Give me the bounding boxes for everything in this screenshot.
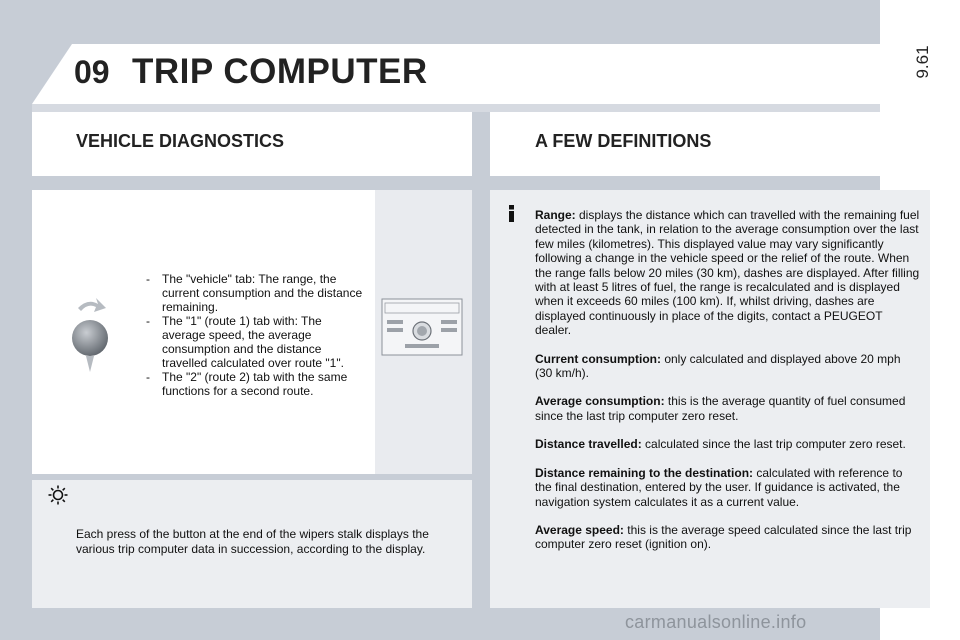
header-band [32,104,880,112]
chapter-number: 09 [74,54,110,90]
page-number: 9.61 [913,45,932,79]
definitions-heading: A FEW DEFINITIONS [535,131,712,151]
chapter-title: TRIP COMPUTER [132,52,428,91]
stalk-button-note: Each press of the button at the end of the wipers stalk displays the various trip computer data in succession, according to the display. [76,527,429,556]
definition-distance-remaining: Distance remaining to the destination: calculated with reference to the final destination, entered by the user. If guidance is activated, the navigation system calculates it as a current value. [535,465,903,509]
rotary-knob-icon [64,294,116,374]
list-item: - The "vehicle" tab: The range, the current consumption and the distance remaining. [146,272,363,314]
definition-range: Range: displays the distance which can travelled with the remaining fuel detected in the tank, in relation to the average consumption over the last few miles (kilometres). This displayed value may vary significantly following a change in the vehicle speed or the relief of the route. When the range falls below 20 miles (30 km), dashes are displayed. After filling with at least 5 litres of fuel, the range is recalculated and is displayed when it exceeds 60 miles (100 km). If, whilst driving, dashes are displayed continuously in place of the digits, contact a PEUGEOT dealer. [535,208,920,338]
watermark: carmanualsonline.info [625,612,807,632]
info-icon [501,202,523,224]
display-tabs-list [146,272,368,398]
top-margin [0,0,880,44]
list-item: - The "1" (route 1) tab with: The average speed, the average consumption and the distance travelled calculated over route "1". [146,314,344,370]
header-corner-cut [32,44,72,104]
radio-unit-icon [381,298,463,356]
vehicle-diagnostics-heading: VEHICLE DIAGNOSTICS [76,131,285,151]
definition-current-consumption: Current consumption: only calculated and displayed above 20 mph (30 km/h). [535,351,901,381]
definition-average-consumption: Average consumption: this is the average quantity of fuel consumed since the last trip computer zero reset. [535,394,906,423]
sun-icon [48,485,68,505]
list-item: - The "2" (route 2) tab with the same functions for a second route. [146,370,348,398]
definition-distance-travelled: Distance travelled: calculated since the last trip computer zero reset. [535,437,906,452]
definition-average-speed: Average speed: this is the average speed calculated since the last trip computer zero reset (ignition on). [535,522,912,552]
definitions-list [535,208,921,566]
